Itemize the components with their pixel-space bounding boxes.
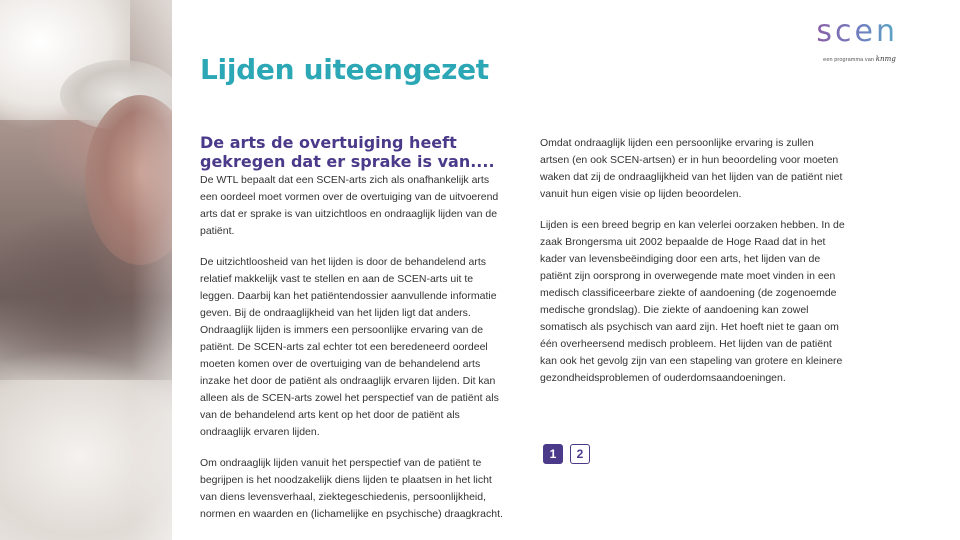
logo-subtitle-prefix: een programma van [823,57,875,63]
right-paragraph-2: Lijden is een breed begrip en kan velerlei oorzaken hebben. In de zaak Brongersma uit 2002 bepaalde de Hoge Raad dat in het kader van levensbeëindiging door een arts, het lijden van de patiënt zijn oorsprong in overwegende mate moet vinden in een medisch classificeerbare ziekte of aandoening (de zogenoemde medische grondslag). Die ziekte of aandoening kan zowel somatisch als psychisch van aard zijn. Het hoeft niet te gaan om één overheersend medisch probleem. Het lijden van de patiënt kan ook het gevolg zijn van een stapeling van grotere en kleinere gezondheidsproblemen of ouderdomsaandoeningen. [540,219,845,384]
scen-logo[interactable] [808,16,898,68]
right-paragraph-1: Omdat ondraaglijk lijden een persoonlijke ervaring is zullen artsen (en ook SCEN-artsen) er in hun beoordeling voor moeten waken dat zij de ondraaglijkheid van het lijden van de patiënt niet vanuit hun eigen visie op lijden beoordelen. [540,137,843,200]
left-paragraph-1: De WTL bepaalt dat een SCEN-arts zich als onafhankelijk arts een oordeel moet vormen over de overtuiging van de uitvoerend arts dat er sprake is van uitzichtloos en ondraaglijk lijden van de patiënt. [200,174,499,237]
page-button-1[interactable]: 1 [543,444,563,464]
logo-subtitle-brand: knmg [875,55,896,63]
left-paragraph-2: De uitzichtloosheid van het lijden is door de behandelend arts relatief makkelijk vast te stellen en aan de SCEN-arts uit te leggen. Daarbij kan het patiëntendossier aanvullende informatie geven. Bij de ondraaglijkheid van het lijden ligt dat anders. Ondraaglijk lijden is immers een persoonlijke ervaring van de patiënt. De SCEN-arts zal echter tot een beredeneerd oordeel moeten komen over de overtuiging van de behandelend arts inzake het door de patiënt als ondraaglijk ervaren lijden. Dit kan alleen als de SCEN-arts zowel het perspectief van de patiënt als van de behandelend arts kent op het door de patiënt als ondraaglijk ervaren lijden. [200,256,499,438]
section-heading: De arts de overtuiging heeft gekregen dat er sprake is van.... [200,133,495,171]
page-button-2[interactable]: 2 [570,444,590,464]
right-column [540,135,845,401]
logo-wordmark: scen [816,14,898,49]
photo-fade [132,0,172,540]
left-column [200,133,505,537]
pagination [543,444,590,464]
left-paragraph-3: Om ondraaglijk lijden vanuit het perspectief van de patiënt te begrijpen is het noodzakelijk diens lijden te plaatsen in het licht van diens levensverhaal, ziektegeschiedenis, persoonlijkheid, normen en waarden en (lichamelijke en psychische) draagkracht. [200,457,503,520]
page-title: Lijden uiteengezet [200,53,489,86]
logo-subtitle [823,55,896,63]
hero-photo [0,0,172,540]
